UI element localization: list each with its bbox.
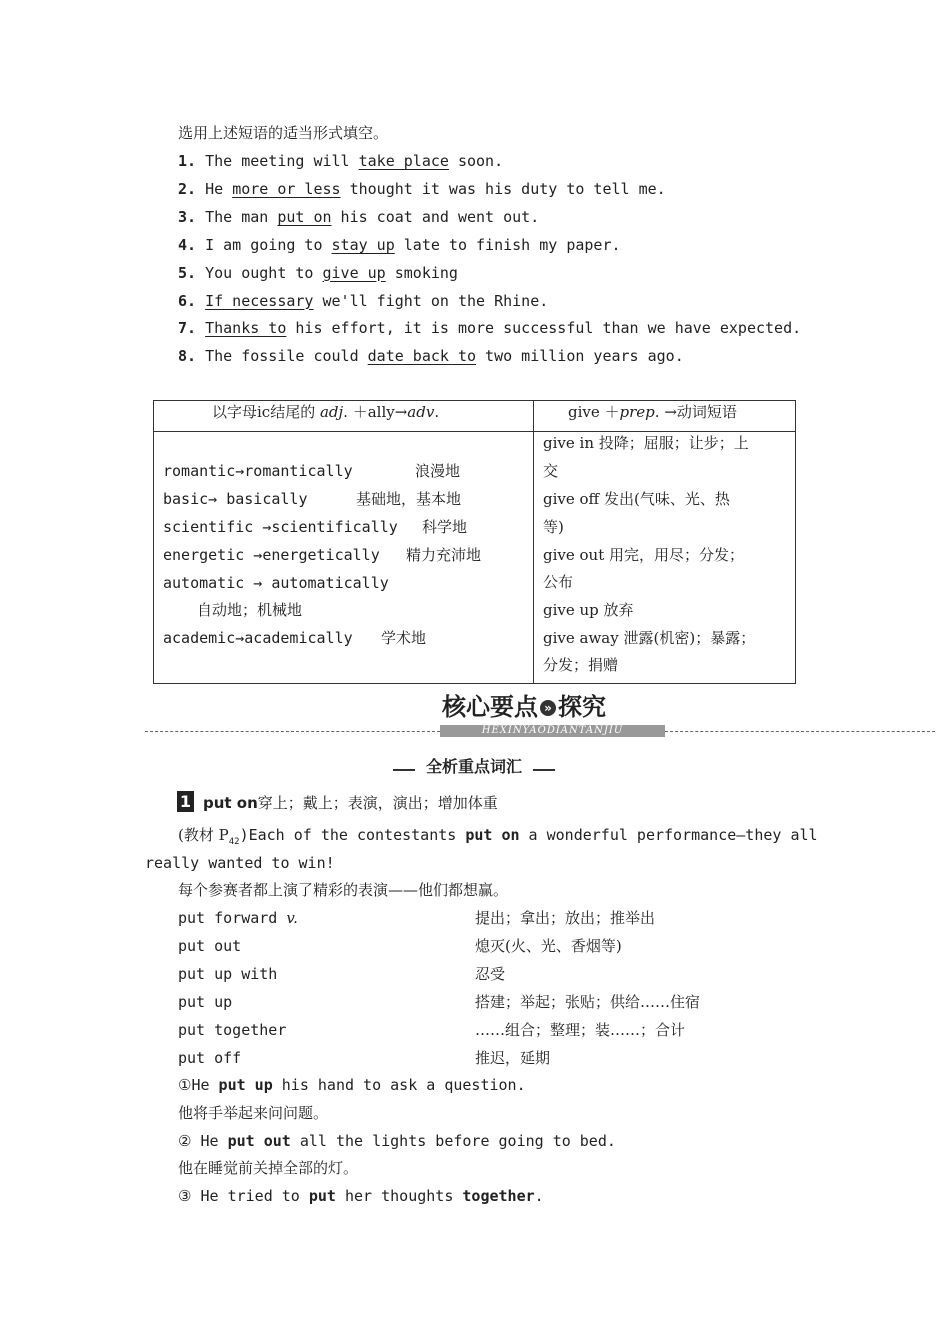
item-text: 6. — [178, 291, 197, 310]
adverb-meaning: 科学地 — [422, 518, 468, 536]
example-translation: 每个参赛者都上演了精彩的表演——他们都想赢。 — [178, 881, 509, 899]
item-text: 3. — [178, 207, 197, 226]
give-phrase-line: give out 用完，用尽；分发； — [543, 546, 745, 564]
adverb-form: academic→academically — [163, 629, 353, 647]
item-text: 2. — [178, 179, 197, 198]
item-text: his coat and went out. — [331, 207, 540, 226]
phrase-en: put together — [178, 1020, 287, 1039]
adverb-form: energetic →energetically — [163, 546, 380, 564]
give-phrase-line: 分发；捐赠 — [543, 656, 619, 674]
exercise-item — [178, 263, 458, 283]
phrase-meaning: ……组合；整理；装……；合计 — [475, 1020, 686, 1039]
phrase-en: put up with — [178, 964, 278, 983]
item-text: two million years ago. — [476, 347, 684, 366]
give-phrase-line: 交 — [543, 462, 559, 480]
sentence-2: ② He put out all the lights before going to bed. — [178, 1132, 616, 1150]
phrase-meaning: 提出；拿出；放出；推举出 — [475, 909, 656, 927]
item-text: The man — [196, 207, 278, 226]
sentence-2-translation: 他在睡觉前关掉全部的灯。 — [178, 1159, 359, 1177]
item-number-badge: 1 — [177, 791, 194, 812]
phrase-meaning: 忍受 — [475, 964, 506, 983]
give-phrase-line: give away 泄露(机密)；暴露； — [543, 629, 756, 647]
item-text: late to finish my paper. — [394, 235, 621, 254]
example-sentence-line2: really wanted to win! — [145, 854, 335, 872]
item-text: 8. — [178, 347, 197, 366]
item-text: thought it was his duty to tell me. — [340, 179, 666, 198]
adverb-form: romantic→romantically — [163, 462, 353, 480]
item-text: You ought to — [196, 263, 323, 282]
answer-blank: If necessary — [205, 291, 314, 310]
exercise-item — [178, 346, 684, 366]
adverb-form: automatic → automatically — [163, 574, 389, 592]
adverb-meaning: 精力充沛地 — [406, 546, 482, 564]
item-text: The fossile could — [196, 347, 368, 366]
word-table — [153, 400, 796, 684]
adverb-form: scientific →scientifically — [163, 518, 398, 536]
phrase-en: put up — [178, 992, 233, 1011]
phrase-meaning: 搭建；举起；张贴；供给……住宿 — [475, 992, 701, 1011]
give-phrase-line: give in 投降；屈服；让步；上 — [543, 434, 749, 452]
answer-blank: take place — [358, 152, 449, 170]
answer-blank: date back to — [367, 347, 477, 366]
phrase-en: put out — [178, 936, 242, 955]
answer-blank: more or less — [232, 179, 341, 198]
give-phrase-line: 公布 — [543, 573, 574, 591]
answer-blank: give up — [322, 263, 386, 282]
section-banner-title: 核心要点 » 探究 — [442, 693, 606, 721]
item-text: 5. — [178, 263, 197, 282]
table-divider-vertical — [533, 401, 534, 683]
item-text: 7. — [178, 319, 197, 338]
answer-blank: Thanks to — [205, 319, 287, 338]
item-text: we'll fight on the Rhine. — [313, 291, 549, 310]
item-text — [196, 292, 205, 310]
phrase-meaning: 熄灭(火、光、香烟等) — [475, 936, 622, 955]
item-text: smoking — [385, 263, 458, 282]
answer-blank: put on — [277, 207, 332, 226]
adverb-meaning: 浪漫地 — [415, 462, 461, 480]
adverb-meaning: 学术地 — [381, 629, 427, 647]
banner-dash-left — [145, 731, 440, 732]
phrase-meaning: 推迟，延期 — [475, 1048, 551, 1067]
exercise-item — [178, 318, 801, 338]
sentence-1: ①He put up his hand to ask a question. — [178, 1076, 526, 1094]
section-subtitle: 全析重点词汇 — [393, 757, 555, 779]
exercise-item — [178, 151, 503, 171]
table-header-left: 以字母ic结尾的 adj. ＋ally→adv. — [212, 403, 440, 421]
exercise-item — [178, 179, 666, 199]
exercise-item — [178, 207, 539, 227]
item-text: soon. — [448, 152, 504, 170]
adverb-meaning: 自动地；机械地 — [197, 601, 303, 619]
example-sentence-line1: (教材 $P_{42})Each$ of the contestants put on a wonderful performance—they all — [178, 826, 818, 847]
phrase-en: put forward v. — [178, 909, 298, 927]
item-text — [196, 319, 205, 337]
chevron-right-icon: » — [540, 700, 556, 716]
banner-subtitle: HEXINYAODIANTANJIU — [481, 725, 624, 736]
item-text: 1. — [178, 152, 197, 170]
give-phrase-line: give up 放弃 — [543, 601, 634, 619]
answer-blank: stay up — [331, 235, 395, 254]
exercise-item — [178, 235, 621, 255]
item-text: I am going to — [196, 235, 332, 254]
phrase-en: put off — [178, 1048, 242, 1067]
give-phrase-line: 等) — [543, 518, 564, 536]
table-divider-horizontal — [154, 431, 795, 432]
banner-dash-right — [665, 731, 935, 732]
item-text: He — [196, 179, 233, 198]
sentence-3: ③ He tried to put her thoughts together. — [178, 1187, 544, 1205]
sentence-1-translation: 他将手举起来问问题。 — [178, 1104, 329, 1122]
item-text: The meeting will — [196, 152, 359, 170]
exercise-instruction: 选用上述短语的适当形式填空。 — [178, 124, 389, 142]
headword-line: put on穿上；戴上；表演，演出；增加体重 — [203, 794, 498, 812]
item-text: 4. — [178, 235, 197, 254]
exercise-item — [178, 291, 548, 311]
give-phrase-line: give off 发出(气味、光、热 — [543, 490, 730, 508]
adverb-form: basic→ basically — [163, 490, 308, 508]
item-text: his effort, it is more successful than we have expected. — [286, 319, 802, 338]
adverb-meaning: 基础地，基本地 — [356, 490, 462, 508]
table-header-right: give ＋prep. →动词短语 — [568, 403, 737, 421]
